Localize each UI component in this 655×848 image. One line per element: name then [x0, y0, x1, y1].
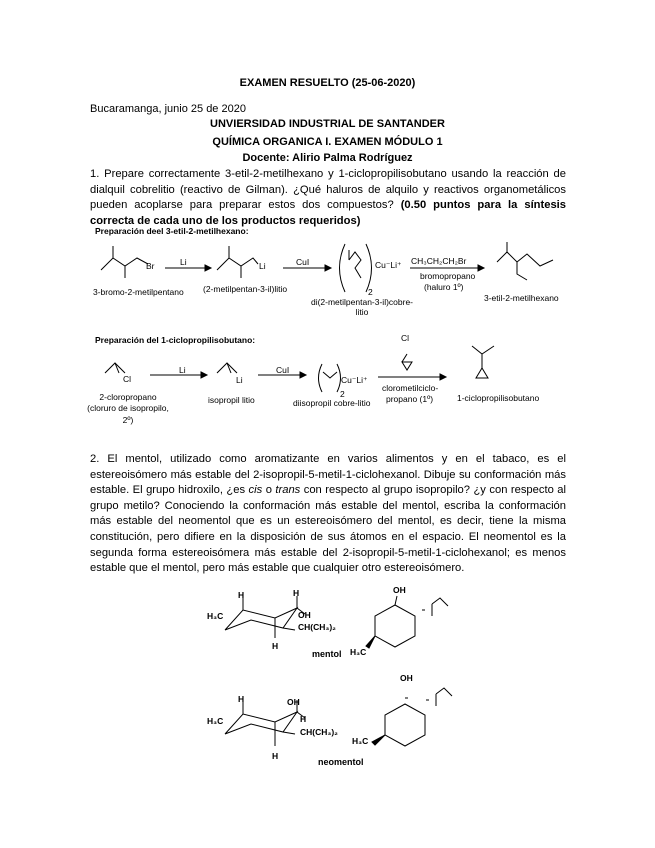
name-product-2: 1-ciclopropilisobutano — [457, 393, 540, 403]
reagent-ch2cl-bond — [402, 354, 407, 362]
question-2-trans: trans — [275, 484, 301, 497]
mentol-label: mentol — [312, 649, 342, 659]
reagent-2-chloro: Cl — [401, 333, 410, 343]
cuprate-2-subscript: 2 — [340, 389, 345, 399]
question-2-part-3: con respecto al grupo isopropilo? ¿y con respecto al grupo metilo? Conociendo la conformación más estable del mentol, escriba la conformación más estable del neomentol que es un estereoisómero del mentol, es decir, tiene la misma constitución, pero difiere en la disposición de sus átomos en el espacio. El neomentol es la segunda forma estereoisómera más estable del 2-isopropil-5-metil-1-ciclohexanol; es menos estable que el mentol, pero más estable que cualquier otro estereoisómero. — [90, 484, 566, 575]
name-chloropropane-2: (cloruro de isopropilo, — [87, 403, 169, 413]
university-name: UNVIERSIDAD INDUSTRIAL DE SANTANDER — [210, 118, 445, 130]
reagent-2-name-2: propano (1º) — [386, 394, 434, 404]
product-2-ring — [476, 368, 488, 378]
place-date: Bucaramanga, junio 25 de 2020 — [90, 103, 246, 115]
name-chloropropane-3: 2º) — [122, 415, 134, 425]
mentol-skeletal-oh: OH — [393, 585, 406, 595]
name-isopropyllithium: isopropil litio — [208, 395, 255, 405]
neomentol-skeletal-iso-2 — [436, 688, 452, 696]
reagent-formula: CH₃CH₂CH₂Br — [411, 256, 467, 266]
product-2-isobutyl — [472, 346, 494, 354]
arrow-chloromethylcyclopropane-head — [440, 374, 446, 380]
reagent-name: bromopropano — [420, 271, 476, 281]
neomentol-isopropyl: CH(CH₃)₂ — [300, 727, 338, 737]
mentol-skeletal-iso-2 — [432, 598, 448, 606]
neomentol-iso-bond — [283, 732, 295, 734]
neomentol-h-top: H — [238, 694, 245, 704]
neomentol-h-bottom: H — [272, 751, 279, 761]
arrow-li-1-label: Li — [180, 257, 187, 267]
product-1-skeleton — [497, 252, 553, 266]
cuprate-2-bracket-left — [319, 364, 323, 392]
neomentol-skeletal-h3c: H₃C — [352, 736, 369, 746]
lithium-2-atom-label: Li — [236, 375, 243, 385]
reagent-class: (haluro 1º) — [424, 282, 464, 292]
question-2-cis: cis — [248, 484, 263, 497]
cuprate-2-label: Cu⁻Li⁺ — [341, 375, 368, 385]
reagent-2-name-1: clorometilciclo- — [382, 383, 439, 393]
question-2-text — [90, 452, 566, 577]
mentol-isopropyl: CH(CH₃)₂ — [298, 622, 336, 632]
name-chloropropane-1: 2-cloropropano — [99, 392, 157, 402]
name-cuprate-2: diisopropil cobre-litio — [293, 398, 371, 408]
scheme-1-heading: Preparación deel 3-etil-2-metilhexano: — [95, 226, 249, 236]
mentol-oh: OH — [298, 610, 311, 620]
question-2-part-1: 2. El mentol, utilizado como aromatizante en varios alimentos y en el tabaco, es el estereoisómero más estable del 2-isopropil-5-metil-1-ciclohexanol. Dibuje su conformación más estable. El grupo hidroxilo, ¿es — [90, 453, 566, 497]
arrow-cui-1-head — [325, 265, 331, 271]
arrow-cui-1-label: CuI — [296, 257, 310, 267]
bromo-label: Br — [146, 261, 155, 271]
cuprate-bracket-right — [366, 244, 372, 292]
question-2-part-2: o — [262, 484, 276, 497]
product-1-ethyl — [517, 262, 527, 280]
mentol-h-top: H — [238, 590, 245, 600]
neomentol-chair-ring — [225, 712, 297, 734]
question-1-points: (0.50 puntos para la síntesis correcta de cada uno de los productos requeridos) — [90, 199, 567, 227]
question-1-body: 1. Prepare correctamente 3-etil-2-metilhexano y 1-ciclopropilisobutano usando la reacción de dialquil cobrelitio (reactivo de Gilman). ¿Qué haluros de alquilo y reactivos organometálicos pueden acoplarse para preparar estos dos compuestos? — [90, 168, 566, 212]
name-product-1: 3-etil-2-metilhexano — [484, 293, 559, 303]
mentol-skeletal-oh-bond — [395, 596, 397, 605]
cuprate-bracket-left — [340, 244, 346, 292]
cuprate-subscript: 2 — [368, 287, 373, 297]
organolithium-skeleton — [217, 258, 258, 270]
mentol-chair-ring — [225, 608, 297, 630]
name-organolithium: (2-metilpentan-3-il)litio — [203, 284, 288, 294]
cuprate-label: Cu⁻Li⁺ — [375, 260, 402, 270]
mentol-skeletal-wedge — [366, 636, 375, 648]
mentol-skeletal-ring — [375, 605, 415, 647]
arrow-cui-2-label: CuI — [276, 365, 290, 375]
mentol-iso-bond — [283, 628, 295, 630]
cuprate-2-bracket-right — [337, 364, 341, 392]
name-cuprate-2: litio — [355, 307, 369, 317]
reagent-cyclopropane-ring — [402, 362, 412, 370]
scheme-2-heading: Preparación del 1-ciclopropilisobutano: — [95, 335, 256, 345]
teacher-name: Docente: Alirio Palma Rodríguez — [242, 152, 413, 164]
exam-title: EXAMEN RESUELTO (25-06-2020) — [239, 77, 416, 89]
mentol-skeletal-h3c: H₃C — [350, 647, 367, 657]
mentol-h3c: H₃C — [207, 611, 224, 621]
arrow-li-1-head — [205, 265, 211, 271]
cuprate-skeleton — [349, 252, 361, 278]
arrow-li-2-head — [201, 372, 207, 378]
chloropropane-skeleton — [105, 363, 125, 373]
course-title: QUÍMICA ORGANICA I. EXAMEN MÓDULO 1 — [212, 136, 443, 148]
arrow-li-2-label: Li — [179, 365, 186, 375]
neomentol-h-right: H — [300, 714, 307, 724]
cuprate-2-skeleton — [323, 372, 337, 378]
name-cuprate-1: di(2-metilpentan-3-il)cobre- — [310, 297, 414, 307]
neomentol-oh: OH — [287, 697, 300, 707]
mentol-h-right: H — [293, 588, 300, 598]
arrow-cui-2-head — [300, 372, 306, 378]
chloro-label: Cl — [123, 374, 132, 384]
mentol-h-bottom: H — [272, 641, 279, 651]
lithium-atom-label: Li — [259, 261, 266, 271]
mentol-skeletal-drawing — [350, 590, 460, 670]
arrow-bromopropane-head — [478, 265, 484, 271]
question-1-text — [90, 167, 566, 229]
neomentol-h3c: H₃C — [207, 716, 224, 726]
neomentol-skeletal-oh: OH — [400, 673, 413, 683]
neomentol-skeletal-drawing — [350, 684, 460, 764]
neomentol-label: neomentol — [318, 757, 364, 767]
neomentol-skeletal-wedge — [372, 735, 385, 745]
isopropyllithium-skeleton — [217, 363, 237, 373]
name-bromopentane: 3-bromo-2-metilpentano — [93, 287, 184, 297]
neomentol-skeletal-ring — [385, 704, 425, 746]
